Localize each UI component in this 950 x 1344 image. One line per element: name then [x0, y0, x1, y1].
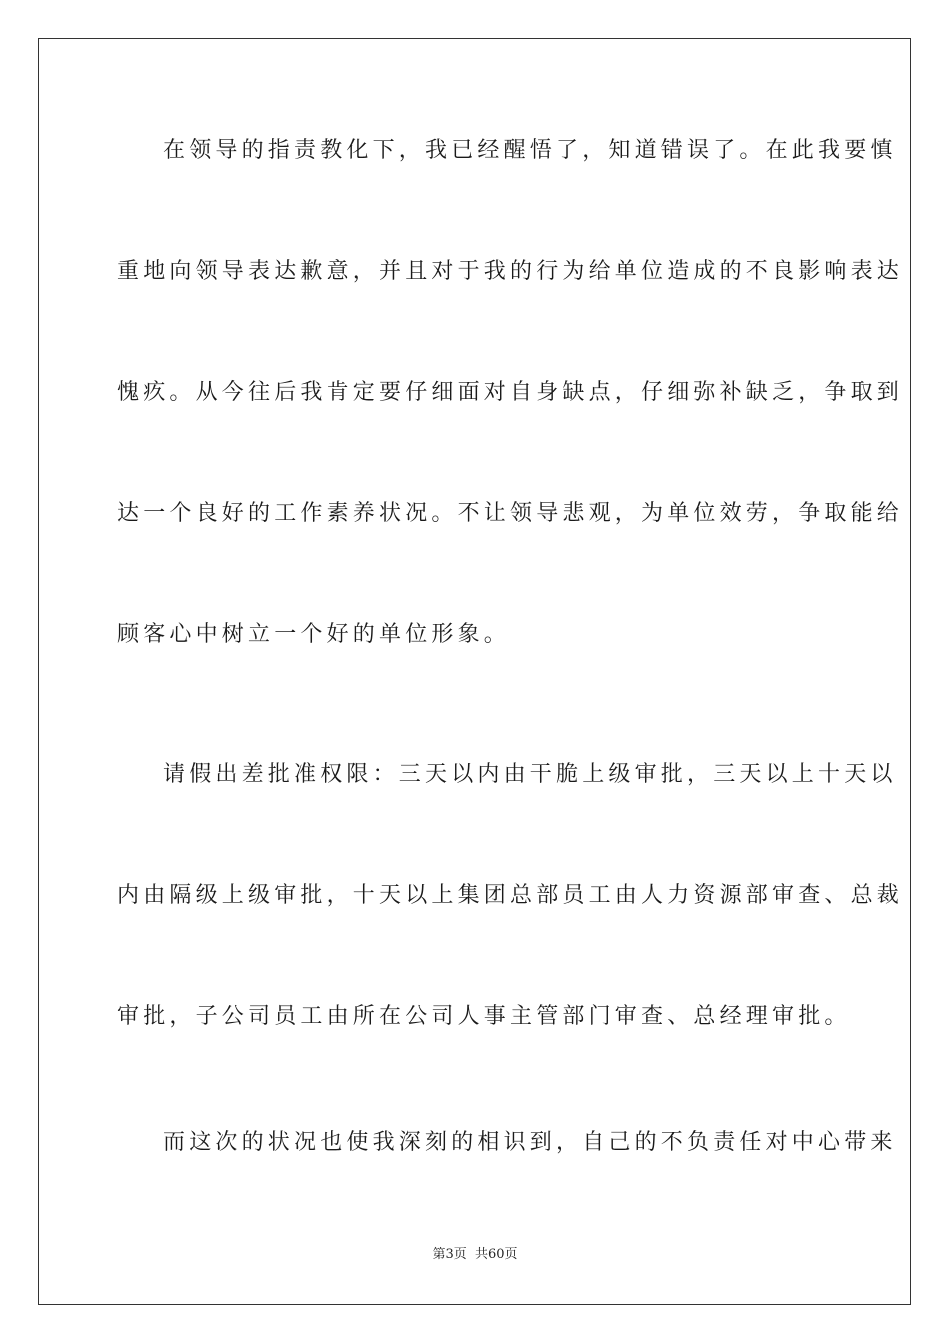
paragraph-1-line-5: 顾客心中树立一个好的单位形象。 — [117, 622, 511, 647]
page-border — [38, 38, 911, 1305]
paragraph-2-line-1: 请假出差批准权限：三天以内由干脆上级审批，三天以上十天以 — [163, 762, 897, 787]
page-number-footer: 第3页 共60页 — [432, 1247, 518, 1262]
paragraph-1-line-1: 在领导的指责教化下，我已经醒悟了，知道错误了。在此我要慎 — [163, 138, 897, 163]
paragraph-1-line-4: 达一个良好的工作素养状况。不让领导悲观，为单位效劳，争取能给 — [117, 501, 904, 526]
paragraph-2-line-3: 审批，子公司员工由所在公司人事主管部门审查、总经理审批。 — [117, 1004, 851, 1029]
paragraph-2-line-2: 内由隔级上级审批，十天以上集团总部员工由人力资源部审查、总裁 — [117, 883, 904, 908]
paragraph-1-line-2: 重地向领导表达歉意，并且对于我的行为给单位造成的不良影响表达 — [117, 259, 904, 284]
paragraph-3-line-1: 而这次的状况也使我深刻的相识到，自己的不负责任对中心带来 — [163, 1130, 897, 1155]
paragraph-1-line-3: 愧疚。从今往后我肯定要仔细面对自身缺点，仔细弥补缺乏，争取到 — [117, 380, 904, 405]
